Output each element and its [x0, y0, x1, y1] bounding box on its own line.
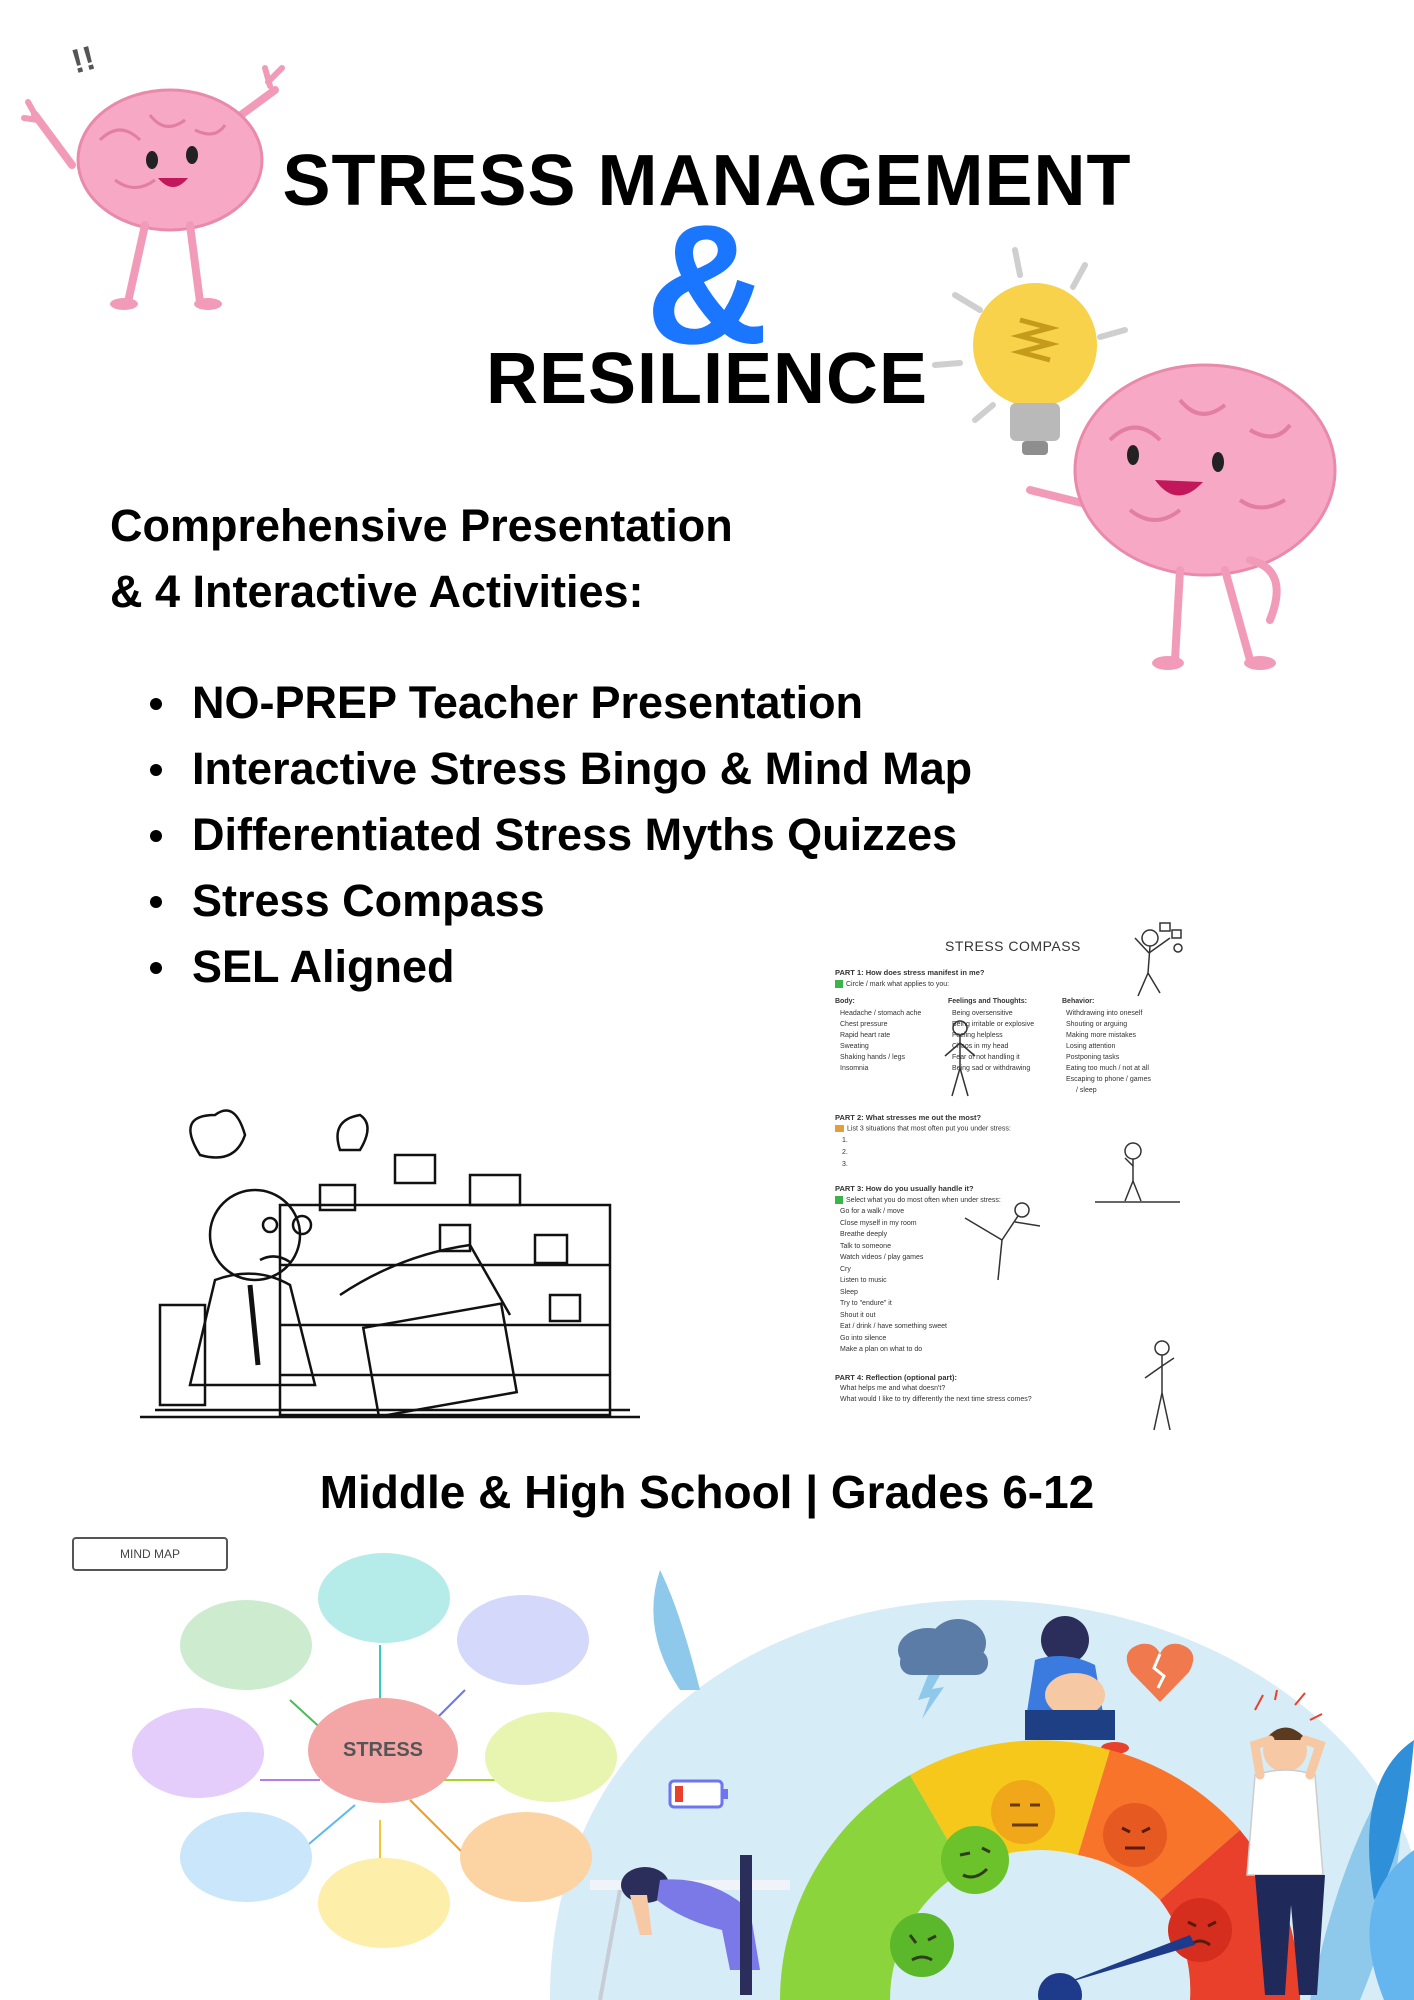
checkmark-icon	[835, 980, 843, 988]
mind-map-bubble	[318, 1553, 450, 1643]
compass-part2-item: 1.	[842, 1137, 848, 1144]
compass-part3-item: Eat / drink / have something sweet	[840, 1323, 947, 1330]
mind-map-bubble	[485, 1712, 617, 1802]
compass-part3-item: Talk to someone	[840, 1242, 891, 1250]
compass-behavior-item: / sleep	[1076, 1087, 1097, 1094]
mind-map-center: STRESS	[308, 1698, 458, 1803]
battery-low-icon	[668, 1778, 730, 1810]
compass-part3-item: Cry	[840, 1265, 851, 1273]
mind-map-bubble	[460, 1812, 592, 1902]
mind-map-label: MIND MAP	[72, 1537, 228, 1571]
feature-item: Stress Compass	[150, 868, 972, 934]
brain-mascot-thinking-icon	[1010, 340, 1380, 680]
compass-behavior-item: Losing attention	[1066, 1043, 1116, 1050]
compass-behavior-item: Escaping to phone / games	[1066, 1076, 1151, 1083]
broken-heart-icon	[1125, 1640, 1195, 1706]
compass-part3-item: Make a plan on what to do	[840, 1346, 923, 1353]
stick-figure-shrug-icon	[940, 1018, 980, 1098]
compass-part3-item: Sleep	[840, 1288, 858, 1296]
compass-behavior-item: Making more mistakes	[1066, 1032, 1137, 1039]
compass-body-item: Shaking hands / legs	[840, 1054, 905, 1061]
compass-behavior-item: Eating too much / not at all	[1066, 1065, 1149, 1072]
feature-item: SEL Aligned	[150, 934, 972, 1000]
compass-body-item: Insomnia	[840, 1065, 869, 1072]
checkmark-icon	[835, 1196, 843, 1204]
title-stress-management: STRESS MANAGEMENT	[282, 141, 1132, 221]
compass-body-item: Chest pressure	[840, 1021, 888, 1028]
title-ampersand: &	[645, 190, 769, 380]
compass-feelings-heading: Feelings and Thoughts:	[948, 998, 1027, 1005]
compass-part3-item: Breathe deeply	[840, 1231, 888, 1238]
compass-part4-item: What helps me and what doesn't?	[840, 1385, 946, 1392]
compass-part3-item: Close myself in my room	[840, 1219, 917, 1227]
compass-part3-instruction: Select what you do most often when under stress:	[835, 1196, 1001, 1204]
compass-part3-item: Go for a walk / move	[840, 1208, 905, 1215]
compass-part3-item: Listen to music	[840, 1277, 887, 1284]
intro-line-2: & 4 Interactive Activities:	[110, 566, 644, 617]
compass-part2-item: 2.	[842, 1149, 848, 1156]
svg-text:!!: !!	[67, 38, 100, 82]
compass-feelings-item: Feeling helpless	[952, 1032, 1003, 1039]
mind-map-bubble	[180, 1812, 312, 1902]
compass-part4-heading: PART 4: Reflection (optional part):	[835, 1373, 957, 1382]
compass-behavior-item: Shouting or arguing	[1066, 1021, 1128, 1028]
feature-item: Differentiated Stress Myths Quizzes	[150, 802, 972, 868]
compass-part3-item: Go into silence	[840, 1334, 887, 1342]
compass-part1-instruction: Circle / mark what applies to you:	[835, 980, 949, 988]
grades-banner: Middle & High School | Grades 6-12	[319, 1466, 1095, 1518]
mind-map-bubble	[180, 1600, 312, 1690]
compass-part3-item: Try to "endure" it	[840, 1300, 892, 1307]
feature-item: Interactive Stress Bingo & Mind Map	[150, 736, 972, 802]
compass-body-item: Headache / stomach ache	[840, 1010, 922, 1017]
feature-item: NO-PREP Teacher Presentation	[150, 670, 972, 736]
stick-figure-thinking-icon	[1095, 1136, 1180, 1206]
compass-part2-item: 3.	[842, 1161, 848, 1168]
pencil-icon	[835, 1125, 844, 1132]
compass-part3-item: Shout it out	[840, 1311, 876, 1319]
stick-figure-kick-icon	[960, 1198, 1050, 1283]
compass-part4-item: What would I like to try differently the next time stress comes?	[840, 1396, 1032, 1403]
compass-feelings-item: Being oversensitive	[952, 1010, 1013, 1017]
decorative-leaves	[1330, 1700, 1414, 2000]
compass-part1-heading: PART 1: How does stress manifest in me?	[835, 968, 985, 977]
compass-behavior-item: Withdrawing into oneself	[1066, 1010, 1143, 1017]
stick-figure-standing-icon	[1140, 1338, 1180, 1433]
compass-part3-heading: PART 3: How do you usually handle it?	[835, 1184, 974, 1193]
intro-text	[110, 493, 733, 625]
compass-title: STRESS COMPASS	[945, 938, 1081, 954]
compass-part3-item: Watch videos / play games	[840, 1254, 924, 1261]
compass-feelings-item: Being irritable or explosive	[952, 1021, 1035, 1028]
stress-compass-preview	[830, 918, 1190, 1438]
mind-map-bubble	[457, 1595, 589, 1685]
compass-feelings-item: Fear of not handling it	[952, 1054, 1020, 1061]
compass-feelings-item: Chaos in my head	[952, 1043, 1009, 1050]
stressed-worker-illustration	[140, 1065, 650, 1430]
compass-body-item: Rapid heart rate	[840, 1032, 891, 1039]
compass-feelings-item: Being sad or withdrawing	[952, 1065, 1031, 1072]
compass-behavior-heading: Behavior:	[1062, 998, 1095, 1005]
mind-map-bubble	[318, 1858, 450, 1948]
compass-body-heading: Body:	[835, 998, 855, 1005]
storm-cloud-icon	[888, 1615, 998, 1725]
intro-line-1: Comprehensive Presentation	[110, 500, 733, 551]
title-resilience: RESILIENCE	[485, 339, 929, 419]
compass-body-item: Sweating	[840, 1043, 869, 1050]
stick-figure-juggling-icon	[1120, 918, 1190, 998]
mind-map-bubble	[132, 1708, 264, 1798]
compass-behavior-item: Postponing tasks	[1066, 1054, 1120, 1061]
compass-part2-instruction: List 3 situations that most often put you under stress:	[835, 1125, 1011, 1132]
compass-part2-heading: PART 2: What stresses me out the most?	[835, 1113, 982, 1122]
